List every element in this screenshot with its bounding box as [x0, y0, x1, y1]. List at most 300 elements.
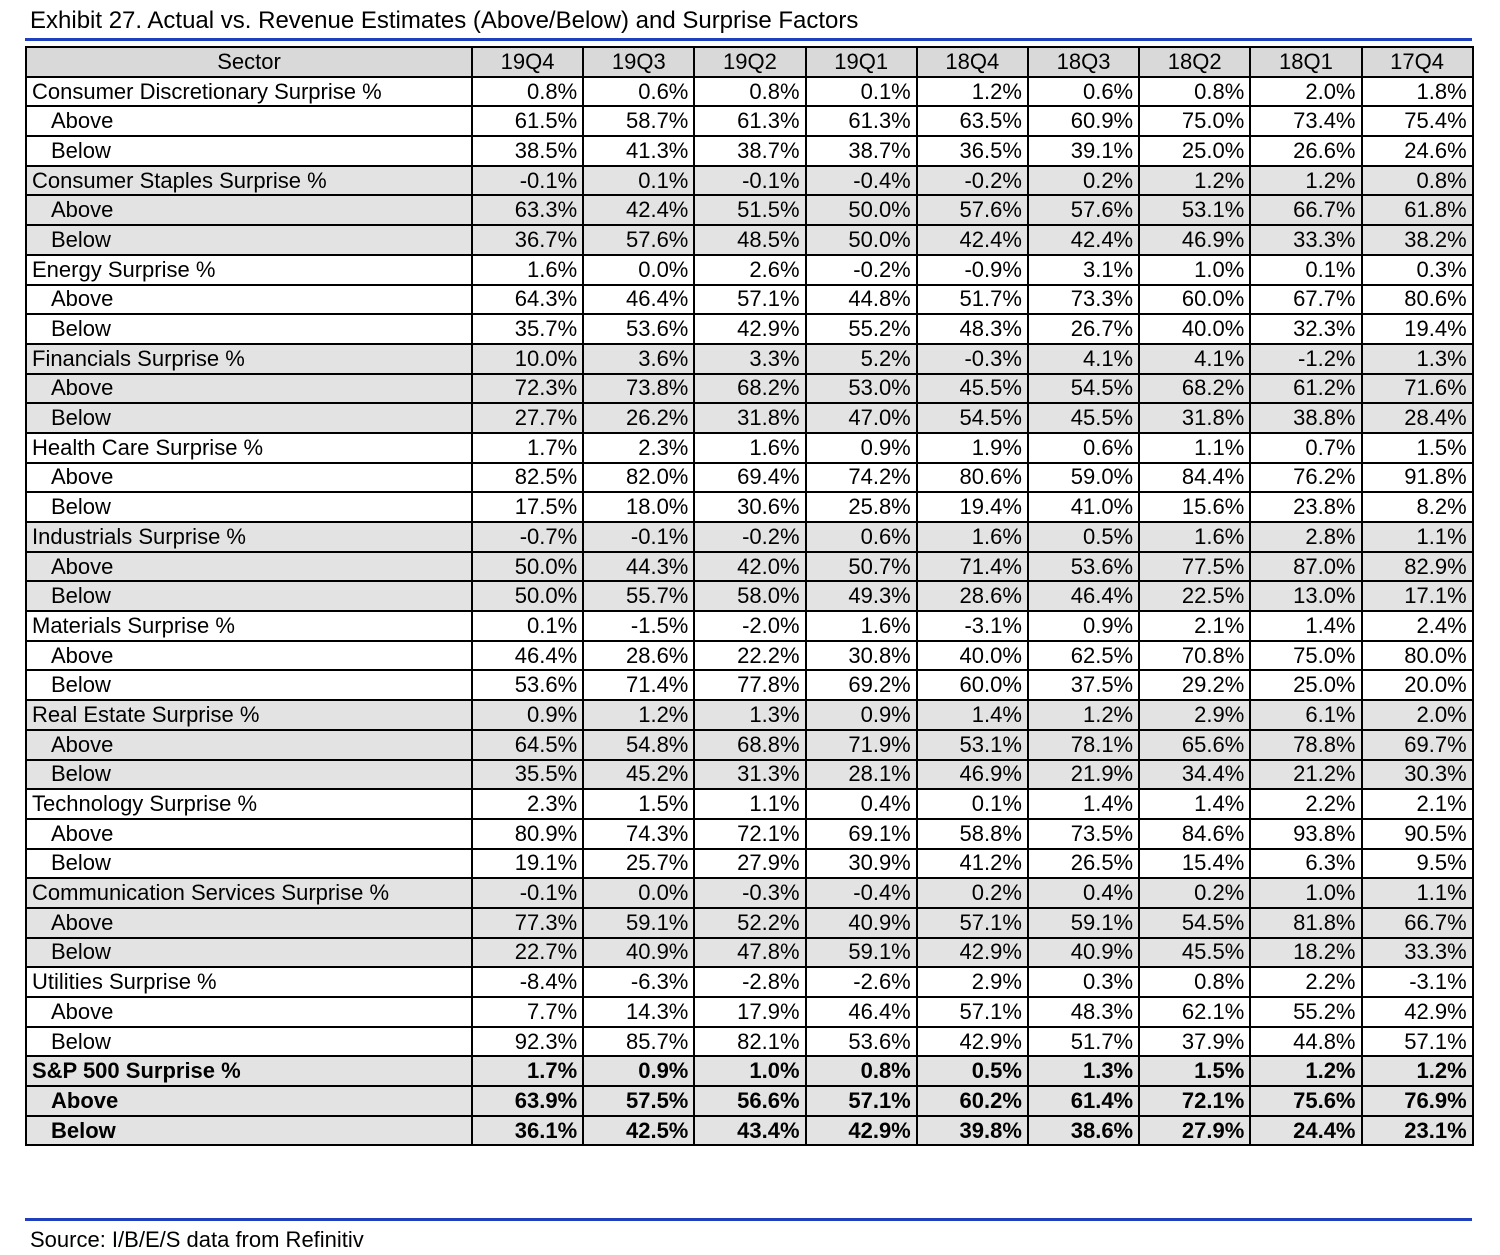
below-row — [26, 1116, 1473, 1146]
value-cell: 82.5% — [472, 463, 583, 493]
value-cell: 87.0% — [1250, 552, 1361, 582]
value-cell: 42.9% — [1362, 997, 1473, 1027]
value-cell: 40.9% — [583, 938, 694, 968]
value-cell: 2.4% — [1362, 611, 1473, 641]
value-cell: 27.9% — [694, 849, 805, 879]
value-cell: 58.0% — [694, 581, 805, 611]
value-cell: 54.5% — [917, 403, 1028, 433]
value-cell: 67.7% — [1250, 285, 1361, 315]
value-cell: -0.3% — [917, 344, 1028, 374]
sector-surprise-row — [26, 255, 1473, 285]
value-cell: 0.2% — [917, 878, 1028, 908]
value-cell: 2.3% — [583, 433, 694, 463]
header-period: 19Q3 — [583, 47, 694, 77]
value-cell: 33.3% — [1362, 938, 1473, 968]
value-cell: 46.9% — [917, 760, 1028, 790]
sector-label: Health Care Surprise % — [26, 433, 472, 463]
value-cell: 75.6% — [1250, 1086, 1361, 1116]
value-cell: 0.1% — [472, 611, 583, 641]
below-row — [26, 581, 1473, 611]
value-cell: 48.5% — [694, 225, 805, 255]
value-cell: 93.8% — [1250, 819, 1361, 849]
value-cell: 48.3% — [917, 314, 1028, 344]
value-cell: 0.6% — [583, 77, 694, 107]
value-cell: 2.8% — [1250, 522, 1361, 552]
value-cell: 2.1% — [1139, 611, 1250, 641]
value-cell: 55.2% — [806, 314, 917, 344]
value-cell: 1.0% — [1250, 878, 1361, 908]
value-cell: 64.3% — [472, 285, 583, 315]
value-cell: 22.2% — [694, 641, 805, 671]
sector-surprise-row — [26, 611, 1473, 641]
value-cell: 29.2% — [1139, 670, 1250, 700]
value-cell: 53.6% — [583, 314, 694, 344]
value-cell: 1.5% — [1362, 433, 1473, 463]
sector-label: Communication Services Surprise % — [26, 878, 472, 908]
below-row — [26, 849, 1473, 879]
value-cell: 59.1% — [806, 938, 917, 968]
below-row — [26, 760, 1473, 790]
value-cell: 53.6% — [806, 1027, 917, 1057]
value-cell: -3.1% — [1362, 967, 1473, 997]
value-cell: 61.8% — [1362, 195, 1473, 225]
value-cell: 72.3% — [472, 374, 583, 404]
value-cell: 46.4% — [1028, 581, 1139, 611]
value-cell: 57.6% — [917, 195, 1028, 225]
value-cell: 0.9% — [806, 700, 917, 730]
value-cell: 0.6% — [1028, 77, 1139, 107]
value-cell: 82.9% — [1362, 552, 1473, 582]
sector-label: Materials Surprise % — [26, 611, 472, 641]
value-cell: 77.5% — [1139, 552, 1250, 582]
value-cell: 80.6% — [1362, 285, 1473, 315]
value-cell: 26.2% — [583, 403, 694, 433]
value-cell: 57.1% — [806, 1086, 917, 1116]
sub-label: Above — [26, 374, 472, 404]
value-cell: 57.6% — [1028, 195, 1139, 225]
value-cell: 22.7% — [472, 938, 583, 968]
value-cell: 77.8% — [694, 670, 805, 700]
value-cell: 36.1% — [472, 1116, 583, 1146]
value-cell: 57.1% — [694, 285, 805, 315]
value-cell: 42.4% — [583, 195, 694, 225]
value-cell: 17.1% — [1362, 581, 1473, 611]
value-cell: 58.7% — [583, 106, 694, 136]
value-cell: 54.5% — [1139, 908, 1250, 938]
value-cell: -3.1% — [917, 611, 1028, 641]
value-cell: 59.1% — [583, 908, 694, 938]
sector-surprise-row — [26, 522, 1473, 552]
value-cell: 31.3% — [694, 760, 805, 790]
value-cell: 0.3% — [1028, 967, 1139, 997]
value-cell: 62.5% — [1028, 641, 1139, 671]
value-cell: 54.5% — [1028, 374, 1139, 404]
value-cell: 69.4% — [694, 463, 805, 493]
value-cell: 41.0% — [1028, 492, 1139, 522]
value-cell: 40.9% — [1028, 938, 1139, 968]
value-cell: 68.2% — [1139, 374, 1250, 404]
value-cell: 9.5% — [1362, 849, 1473, 879]
value-cell: 78.8% — [1250, 730, 1361, 760]
value-cell: 1.7% — [472, 433, 583, 463]
value-cell: 40.0% — [1139, 314, 1250, 344]
value-cell: 1.3% — [694, 700, 805, 730]
value-cell: 81.8% — [1250, 908, 1361, 938]
value-cell: 30.8% — [806, 641, 917, 671]
value-cell: 7.7% — [472, 997, 583, 1027]
value-cell: 19.4% — [1362, 314, 1473, 344]
sub-label: Below — [26, 670, 472, 700]
value-cell: 0.2% — [1028, 166, 1139, 196]
value-cell: 50.0% — [472, 552, 583, 582]
value-cell: 41.3% — [583, 136, 694, 166]
header-period: 18Q3 — [1028, 47, 1139, 77]
sub-label: Below — [26, 849, 472, 879]
value-cell: 0.9% — [583, 1056, 694, 1086]
sub-label: Below — [26, 314, 472, 344]
value-cell: 45.5% — [917, 374, 1028, 404]
sub-label: Below — [26, 403, 472, 433]
value-cell: 1.1% — [1139, 433, 1250, 463]
value-cell: 24.4% — [1250, 1116, 1361, 1146]
value-cell: 39.8% — [917, 1116, 1028, 1146]
value-cell: 71.4% — [917, 552, 1028, 582]
value-cell: 1.1% — [1362, 522, 1473, 552]
value-cell: 46.4% — [472, 641, 583, 671]
value-cell: 31.8% — [1139, 403, 1250, 433]
value-cell: 44.3% — [583, 552, 694, 582]
value-cell: 0.5% — [917, 1056, 1028, 1086]
value-cell: 8.2% — [1362, 492, 1473, 522]
value-cell: 1.3% — [1362, 344, 1473, 374]
value-cell: 26.6% — [1250, 136, 1361, 166]
value-cell: 38.8% — [1250, 403, 1361, 433]
value-cell: 42.9% — [917, 938, 1028, 968]
above-row — [26, 463, 1473, 493]
value-cell: 78.1% — [1028, 730, 1139, 760]
value-cell: 0.0% — [583, 255, 694, 285]
value-cell: 65.6% — [1139, 730, 1250, 760]
value-cell: 46.4% — [806, 997, 917, 1027]
value-cell: 82.0% — [583, 463, 694, 493]
value-cell: 44.8% — [806, 285, 917, 315]
value-cell: 66.7% — [1250, 195, 1361, 225]
value-cell: -1.2% — [1250, 344, 1361, 374]
value-cell: 55.2% — [1250, 997, 1361, 1027]
value-cell: 6.1% — [1250, 700, 1361, 730]
value-cell: 0.6% — [806, 522, 917, 552]
above-row — [26, 819, 1473, 849]
value-cell: 51.5% — [694, 195, 805, 225]
value-cell: 0.1% — [1250, 255, 1361, 285]
value-cell: 46.4% — [583, 285, 694, 315]
value-cell: 0.8% — [1362, 166, 1473, 196]
value-cell: 34.4% — [1139, 760, 1250, 790]
below-row — [26, 225, 1473, 255]
value-cell: 30.6% — [694, 492, 805, 522]
value-cell: 42.4% — [1028, 225, 1139, 255]
value-cell: 63.5% — [917, 106, 1028, 136]
value-cell: 0.1% — [583, 166, 694, 196]
above-row — [26, 195, 1473, 225]
value-cell: 49.3% — [806, 581, 917, 611]
value-cell: 38.7% — [806, 136, 917, 166]
value-cell: 26.5% — [1028, 849, 1139, 879]
above-row — [26, 285, 1473, 315]
value-cell: 68.2% — [694, 374, 805, 404]
header-period: 19Q4 — [472, 47, 583, 77]
value-cell: -0.2% — [917, 166, 1028, 196]
below-row — [26, 314, 1473, 344]
sub-label: Below — [26, 581, 472, 611]
value-cell: 80.6% — [917, 463, 1028, 493]
value-cell: 63.3% — [472, 195, 583, 225]
sector-label: Industrials Surprise % — [26, 522, 472, 552]
value-cell: 45.2% — [583, 760, 694, 790]
value-cell: -6.3% — [583, 967, 694, 997]
value-cell: 1.2% — [917, 77, 1028, 107]
sector-surprise-row — [26, 878, 1473, 908]
header-row — [26, 47, 1473, 77]
below-row — [26, 492, 1473, 522]
value-cell: 75.0% — [1139, 106, 1250, 136]
value-cell: 24.6% — [1362, 136, 1473, 166]
value-cell: 25.7% — [583, 849, 694, 879]
value-cell: 3.6% — [583, 344, 694, 374]
value-cell: 82.1% — [694, 1027, 805, 1057]
value-cell: -1.5% — [583, 611, 694, 641]
value-cell: 68.8% — [694, 730, 805, 760]
value-cell: 64.5% — [472, 730, 583, 760]
value-cell: 1.4% — [917, 700, 1028, 730]
value-cell: 10.0% — [472, 344, 583, 374]
value-cell: 50.7% — [806, 552, 917, 582]
value-cell: 60.2% — [917, 1086, 1028, 1116]
value-cell: 53.6% — [472, 670, 583, 700]
value-cell: -0.4% — [806, 166, 917, 196]
sector-surprise-row — [26, 967, 1473, 997]
value-cell: 57.1% — [917, 997, 1028, 1027]
value-cell: 61.3% — [694, 106, 805, 136]
value-cell: 35.5% — [472, 760, 583, 790]
value-cell: 21.9% — [1028, 760, 1139, 790]
header-period: 17Q4 — [1362, 47, 1473, 77]
value-cell: 42.9% — [694, 314, 805, 344]
sector-label: Real Estate Surprise % — [26, 700, 472, 730]
value-cell: 18.0% — [583, 492, 694, 522]
value-cell: 18.2% — [1250, 938, 1361, 968]
value-cell: 76.9% — [1362, 1086, 1473, 1116]
value-cell: 66.7% — [1362, 908, 1473, 938]
value-cell: 25.8% — [806, 492, 917, 522]
below-row — [26, 403, 1473, 433]
value-cell: 0.1% — [917, 789, 1028, 819]
value-cell: 47.8% — [694, 938, 805, 968]
value-cell: 0.8% — [1139, 967, 1250, 997]
header-period: 18Q2 — [1139, 47, 1250, 77]
value-cell: 28.1% — [806, 760, 917, 790]
value-cell: 56.6% — [694, 1086, 805, 1116]
value-cell: 40.9% — [806, 908, 917, 938]
value-cell: 1.0% — [1139, 255, 1250, 285]
value-cell: 20.0% — [1362, 670, 1473, 700]
value-cell: 47.0% — [806, 403, 917, 433]
value-cell: 0.5% — [1028, 522, 1139, 552]
value-cell: 1.4% — [1139, 789, 1250, 819]
sub-label: Above — [26, 1086, 472, 1116]
value-cell: 74.3% — [583, 819, 694, 849]
value-cell: 2.2% — [1250, 789, 1361, 819]
value-cell: 2.2% — [1250, 967, 1361, 997]
above-row — [26, 1086, 1473, 1116]
value-cell: 3.3% — [694, 344, 805, 374]
value-cell: 0.8% — [472, 77, 583, 107]
value-cell: -8.4% — [472, 967, 583, 997]
value-cell: 1.9% — [917, 433, 1028, 463]
value-cell: 55.7% — [583, 581, 694, 611]
value-cell: 27.9% — [1139, 1116, 1250, 1146]
value-cell: 23.1% — [1362, 1116, 1473, 1146]
value-cell: 59.1% — [1028, 908, 1139, 938]
below-row — [26, 670, 1473, 700]
sector-label: Consumer Staples Surprise % — [26, 166, 472, 196]
value-cell: 75.4% — [1362, 106, 1473, 136]
value-cell: 57.1% — [917, 908, 1028, 938]
value-cell: 32.3% — [1250, 314, 1361, 344]
header-period: 18Q4 — [917, 47, 1028, 77]
value-cell: 77.3% — [472, 908, 583, 938]
value-cell: 41.2% — [917, 849, 1028, 879]
value-cell: 31.8% — [694, 403, 805, 433]
sector-label: Energy Surprise % — [26, 255, 472, 285]
value-cell: 73.8% — [583, 374, 694, 404]
value-cell: 0.3% — [1362, 255, 1473, 285]
value-cell: 5.2% — [806, 344, 917, 374]
value-cell: 25.0% — [1139, 136, 1250, 166]
sub-label: Above — [26, 908, 472, 938]
sub-label: Above — [26, 641, 472, 671]
sector-surprise-row — [26, 344, 1473, 374]
value-cell: 1.2% — [1250, 1056, 1361, 1086]
value-cell: 70.8% — [1139, 641, 1250, 671]
value-cell: 50.0% — [472, 581, 583, 611]
value-cell: -0.2% — [694, 522, 805, 552]
above-row — [26, 730, 1473, 760]
value-cell: 84.6% — [1139, 819, 1250, 849]
above-row — [26, 908, 1473, 938]
value-cell: 61.5% — [472, 106, 583, 136]
value-cell: 1.2% — [1028, 700, 1139, 730]
value-cell: 1.5% — [583, 789, 694, 819]
value-cell: 28.6% — [583, 641, 694, 671]
above-row — [26, 106, 1473, 136]
header-period: 18Q1 — [1250, 47, 1361, 77]
value-cell: 1.2% — [583, 700, 694, 730]
value-cell: 72.1% — [1139, 1086, 1250, 1116]
value-cell: 25.0% — [1250, 670, 1361, 700]
value-cell: 61.3% — [806, 106, 917, 136]
value-cell: 48.3% — [1028, 997, 1139, 1027]
value-cell: 0.6% — [1028, 433, 1139, 463]
value-cell: 60.9% — [1028, 106, 1139, 136]
value-cell: 50.0% — [806, 195, 917, 225]
value-cell: 38.7% — [694, 136, 805, 166]
sub-label: Above — [26, 285, 472, 315]
value-cell: 1.4% — [1028, 789, 1139, 819]
value-cell: 42.0% — [694, 552, 805, 582]
surprise-table — [25, 46, 1474, 1146]
sector-label: S&P 500 Surprise % — [26, 1056, 472, 1086]
value-cell: 91.8% — [1362, 463, 1473, 493]
above-row — [26, 641, 1473, 671]
value-cell: 38.5% — [472, 136, 583, 166]
value-cell: 2.9% — [917, 967, 1028, 997]
below-row — [26, 1027, 1473, 1057]
value-cell: 53.1% — [917, 730, 1028, 760]
value-cell: -2.8% — [694, 967, 805, 997]
value-cell: 0.4% — [806, 789, 917, 819]
value-cell: 37.5% — [1028, 670, 1139, 700]
exhibit-title: Exhibit 27. Actual vs. Revenue Estimates (Above/Below) and Surprise Factors — [30, 7, 859, 34]
value-cell: 2.3% — [472, 789, 583, 819]
value-cell: 1.1% — [694, 789, 805, 819]
value-cell: 73.5% — [1028, 819, 1139, 849]
sector-surprise-row — [26, 77, 1473, 107]
value-cell: 52.2% — [694, 908, 805, 938]
sub-label: Below — [26, 225, 472, 255]
value-cell: 60.0% — [917, 670, 1028, 700]
below-row — [26, 938, 1473, 968]
value-cell: 42.4% — [917, 225, 1028, 255]
value-cell: 61.4% — [1028, 1086, 1139, 1116]
value-cell: 23.8% — [1250, 492, 1361, 522]
value-cell: 51.7% — [1028, 1027, 1139, 1057]
value-cell: 39.1% — [1028, 136, 1139, 166]
value-cell: 1.2% — [1362, 1056, 1473, 1086]
sub-label: Above — [26, 819, 472, 849]
value-cell: 36.7% — [472, 225, 583, 255]
value-cell: 6.3% — [1250, 849, 1361, 879]
value-cell: 0.0% — [583, 878, 694, 908]
value-cell: 19.1% — [472, 849, 583, 879]
value-cell: 15.6% — [1139, 492, 1250, 522]
value-cell: 76.2% — [1250, 463, 1361, 493]
value-cell: 73.4% — [1250, 106, 1361, 136]
value-cell: 1.8% — [1362, 77, 1473, 107]
value-cell: 14.3% — [583, 997, 694, 1027]
value-cell: 1.2% — [1250, 166, 1361, 196]
value-cell: 92.3% — [472, 1027, 583, 1057]
sector-label: Technology Surprise % — [26, 789, 472, 819]
value-cell: 0.7% — [1250, 433, 1361, 463]
value-cell: 42.9% — [806, 1116, 917, 1146]
sector-surprise-row — [26, 700, 1473, 730]
value-cell: 22.5% — [1139, 581, 1250, 611]
value-cell: 0.8% — [694, 77, 805, 107]
value-cell: 42.5% — [583, 1116, 694, 1146]
sub-label: Below — [26, 938, 472, 968]
value-cell: 1.0% — [694, 1056, 805, 1086]
value-cell: 27.7% — [472, 403, 583, 433]
value-cell: 15.4% — [1139, 849, 1250, 879]
value-cell: 2.6% — [694, 255, 805, 285]
value-cell: 38.6% — [1028, 1116, 1139, 1146]
value-cell: -0.3% — [694, 878, 805, 908]
value-cell: 90.5% — [1362, 819, 1473, 849]
value-cell: -0.7% — [472, 522, 583, 552]
value-cell: 71.9% — [806, 730, 917, 760]
value-cell: -0.4% — [806, 878, 917, 908]
